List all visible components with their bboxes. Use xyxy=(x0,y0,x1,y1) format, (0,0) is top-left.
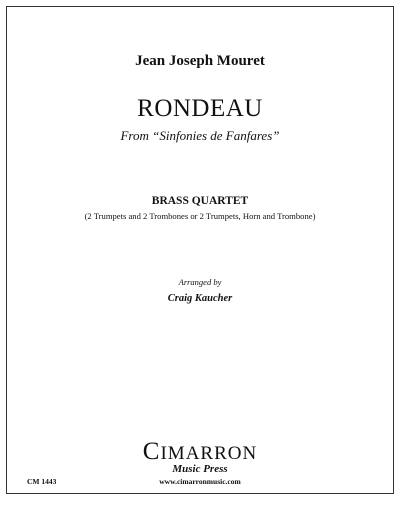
publisher-logo-rest: IMARRON xyxy=(160,443,258,464)
publisher-logo-wordmark xyxy=(7,439,393,464)
arranger-name: Craig Kaucher xyxy=(167,293,233,304)
ensemble-name: BRASS QUARTET xyxy=(151,195,249,207)
instrumentation-note: (2 Trumpets and 2 Trombones or 2 Trumpets, Horn and Trombone) xyxy=(84,211,316,221)
piece-subtitle: From “Sinfonies de Fanfares” xyxy=(120,128,280,143)
score-cover-page xyxy=(6,6,394,494)
catalog-number: CM 1443 xyxy=(27,477,57,486)
arranged-by-label: Arranged by xyxy=(178,277,222,287)
publisher-logo-initial: C xyxy=(142,438,161,465)
piece-title: RONDEAU xyxy=(137,95,263,122)
composer-name: Jean Joseph Mouret xyxy=(135,53,265,69)
publisher-logo xyxy=(7,439,393,475)
publisher-logo-subtitle: Music Press xyxy=(172,463,228,475)
publisher-website: www.cimarronmusic.com xyxy=(159,477,241,486)
